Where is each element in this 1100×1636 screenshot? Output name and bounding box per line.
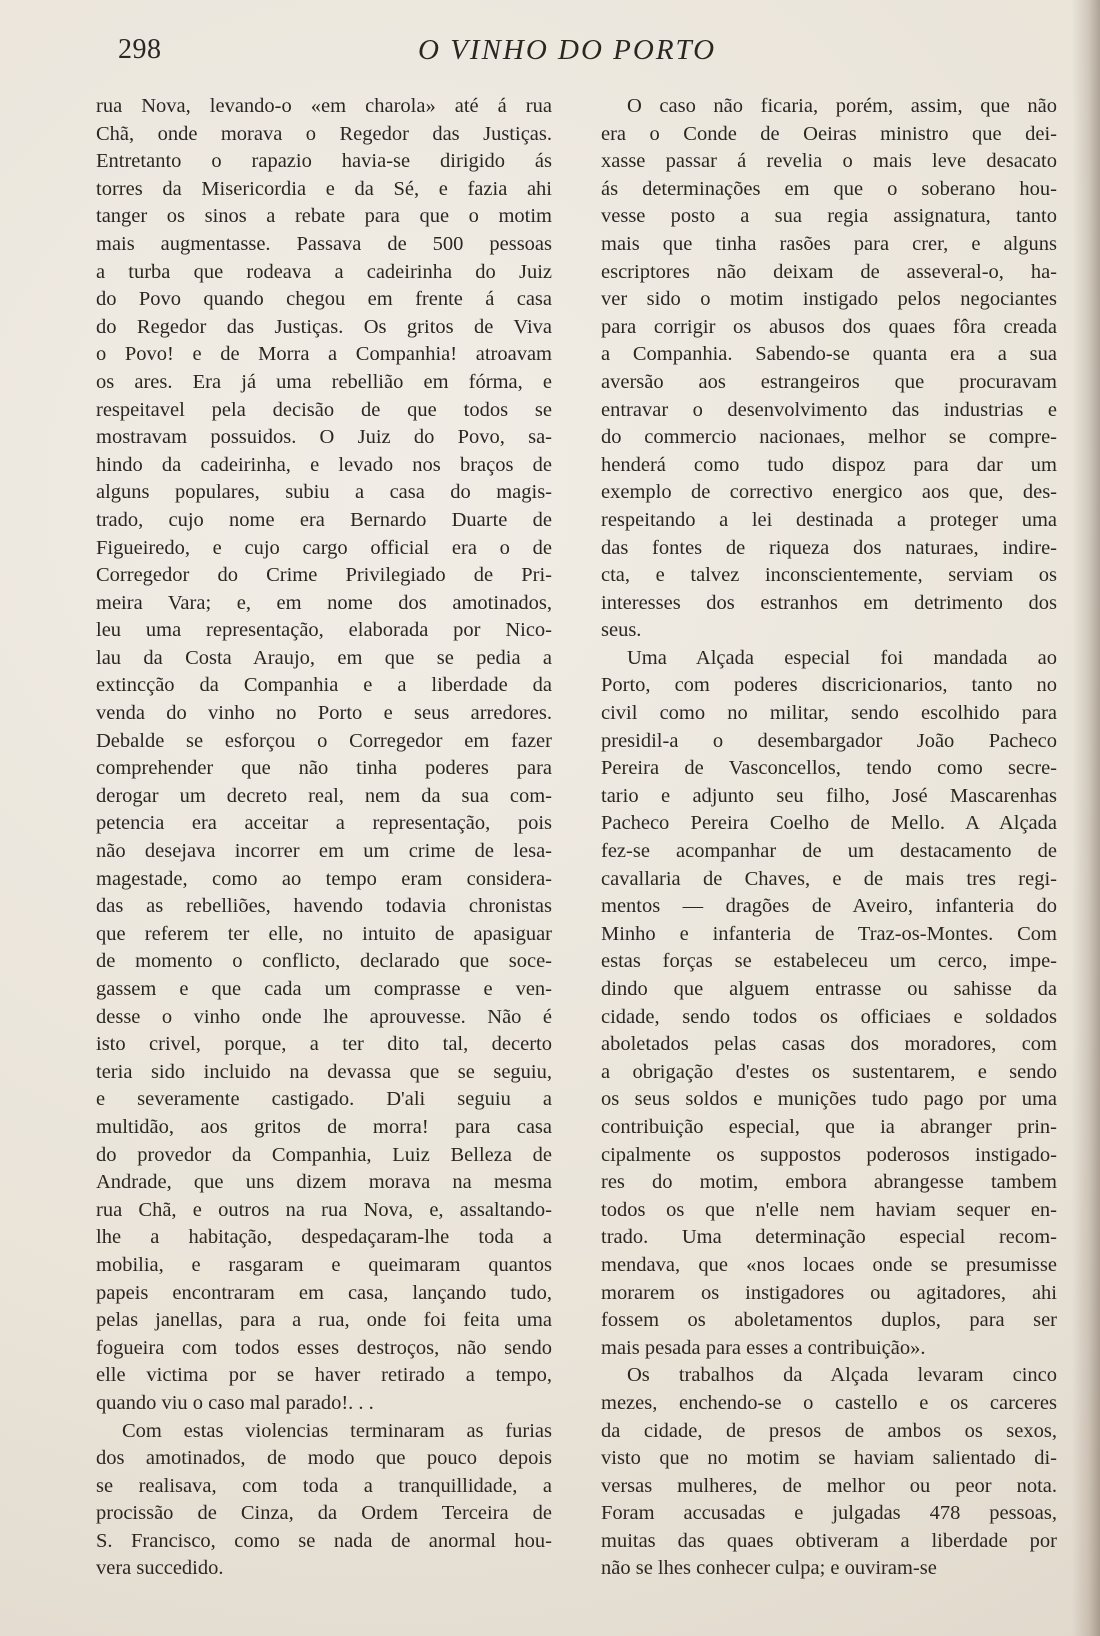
- text-line: fogueira com todos esses destroços, não sendo: [96, 1336, 552, 1359]
- text-line: era o Conde de Oeiras ministro que dei-: [601, 122, 1057, 145]
- text-line: entravar o desenvolvimento das industrias e: [601, 398, 1057, 421]
- text-line: lhe a habitação, despedaçaram-lhe toda a: [96, 1226, 552, 1249]
- text-line: estas forças se estabeleceu um cerco, impe-: [601, 950, 1057, 973]
- text-line: do provedor da Companhia, Luiz Belleza de: [96, 1143, 552, 1166]
- text-line: petencia era acceitar a representação, pois: [96, 812, 552, 835]
- text-line: a Companhia. Sabendo-se quanta era a sua: [601, 343, 1057, 366]
- page-header: [0, 34, 1100, 74]
- text-line: cipalmente os suppostos poderosos instigado-: [601, 1143, 1057, 1166]
- text-line: mais augmentasse. Passava de 500 pessoas: [96, 232, 552, 255]
- text-line: isto crivel, porque, a ter dito tal, decerto: [96, 1033, 552, 1056]
- text-line: leu uma representação, elaborada por Nico-: [96, 619, 552, 642]
- text-line: procissão de Cinza, da Ordem Terceira de: [96, 1502, 552, 1525]
- text-line: respeitavel pela decisão de que todos se: [96, 398, 552, 421]
- text-line: a turba que rodeava a cadeirinha do Juiz: [96, 260, 552, 283]
- text-line: mezes, enchendo-se o castello e os carceres: [601, 1391, 1057, 1414]
- text-line: desse o vinho onde lhe aprouvesse. Não é: [96, 1005, 552, 1028]
- text-line: S. Francisco, como se nada de anormal hou-: [96, 1529, 552, 1552]
- paragraph: [601, 645, 1057, 1362]
- text-line: e severamente castigado. D'ali seguiu a: [96, 1088, 552, 1111]
- text-line: multidão, aos gritos de morra! para casa: [96, 1115, 552, 1138]
- text-line: ver sido o motim instigado pelos negociantes: [601, 288, 1057, 311]
- text-line: lau da Costa Araujo, em que se pedia a: [96, 646, 552, 669]
- text-line: tanger os sinos a rebate para que o motim: [96, 205, 552, 228]
- text-line: do commercio nacionaes, melhor se compre-: [601, 426, 1057, 449]
- text-line: derogar um decreto real, nem da sua com-: [96, 784, 552, 807]
- text-line: a obrigação d'estes os sustentarem, e sendo: [601, 1060, 1057, 1083]
- text-line: fez-se acompanhar de um destacamento de: [601, 840, 1057, 863]
- text-line: Debalde se esforçou o Corregedor em fazer: [96, 729, 552, 752]
- text-line: visto que no motim se haviam salientado di-: [601, 1447, 1057, 1470]
- text-line: trado, cujo nome era Bernardo Duarte de: [96, 508, 552, 531]
- text-line: das fontes de riqueza dos naturaes, indire-: [601, 536, 1057, 559]
- text-line: de momento o conflicto, declarado que soce-: [96, 950, 552, 973]
- text-line: magestade, como ao tempo eram considera-: [96, 867, 552, 890]
- text-line: o Povo! e de Morra a Companhia! atroavam: [96, 343, 552, 366]
- text-line: os ares. Era já uma rebellião em fórma, e: [96, 370, 552, 393]
- text-line: vera succedido.: [96, 1557, 224, 1580]
- text-line: venda do vinho no Porto e seus arredores.: [96, 702, 552, 725]
- running-title: O VINHO DO PORTO: [418, 34, 717, 66]
- text-line: do Regedor das Justiças. Os gritos de Viva: [96, 315, 552, 338]
- text-line: Minho e infanteria de Traz-os-Montes. Com: [601, 922, 1057, 945]
- text-line: para corrigir os abusos dos quaes fôra creada: [601, 315, 1057, 338]
- text-line: alguns populares, subiu a casa do magis-: [96, 481, 552, 504]
- text-line: mais que tinha rasões para crer, e alguns: [601, 232, 1057, 255]
- text-line: escriptores não deixam de asseveral-o, ha-: [601, 260, 1057, 283]
- text-line: versas mulheres, de melhor ou peor nota.: [601, 1474, 1057, 1497]
- text-line: mobilia, e rasgaram e queimaram quantos: [96, 1253, 552, 1276]
- text-line: Com estas violencias terminaram as furias: [122, 1419, 552, 1442]
- text-line: dos amotinados, de modo que pouco depois: [96, 1447, 552, 1470]
- text-line: rua Chã, e outros na rua Nova, e, assaltando-: [96, 1198, 552, 1221]
- text-line: do Povo quando chegou em frente á casa: [96, 288, 552, 311]
- text-line: mentos — dragões de Aveiro, infanteria do: [601, 895, 1057, 918]
- text-column-right: [601, 93, 1057, 1583]
- text-line: não se lhes conhecer culpa; e ouviram-se: [601, 1557, 937, 1580]
- text-line: Andrade, que uns dizem morava na mesma: [96, 1171, 552, 1194]
- text-line: Foram accusadas e julgadas 478 pessoas,: [601, 1502, 1057, 1525]
- text-line: morarem os instigadores ou agitadores, ahi: [601, 1281, 1057, 1304]
- text-line: fossem os aboletamentos duplos, para ser: [601, 1309, 1057, 1332]
- text-line: tario e adjunto seu filho, José Mascarenhas: [601, 784, 1057, 807]
- text-line: Pacheco Pereira Coelho de Mello. A Alçada: [601, 812, 1057, 835]
- text-line: os seus soldos e munições tudo pago por uma: [601, 1088, 1057, 1111]
- text-line: que referem ter elle, no intuito de apasiguar: [96, 922, 552, 945]
- text-line: Os trabalhos da Alçada levaram cinco: [627, 1364, 1057, 1387]
- text-line: Entretanto o rapazio havia-se dirigido ás: [96, 150, 552, 173]
- text-line: não desejava incorrer em um crime de lesa-: [96, 840, 552, 863]
- text-line: presidil-a o desembargador João Pacheco: [601, 729, 1057, 752]
- text-line: extincção da Companhia e a liberdade da: [96, 674, 552, 697]
- text-line: Chã, onde morava o Regedor das Justiças.: [96, 122, 552, 145]
- text-line: meira Vara; e, em nome dos amotinados,: [96, 591, 552, 614]
- text-line: cavallaria de Chaves, e de mais tres regi-: [601, 867, 1057, 890]
- text-line: se realisava, com toda a tranquillidade, a: [96, 1474, 552, 1497]
- text-line: rua Nova, levando-o «em charola» até á rua: [96, 95, 552, 117]
- text-column-left: [96, 93, 552, 1583]
- text-line: gassem e que cada um comprasse e ven-: [96, 978, 552, 1000]
- text-line: da cidade, de presos de ambos os sexos,: [601, 1419, 1057, 1442]
- text-line: hindo da cadeirinha, e levado nos braços de: [96, 453, 552, 476]
- text-line: civil como no militar, sendo escolhido para: [601, 702, 1057, 725]
- text-line: todos os que n'elle nem haviam sequer en-: [601, 1198, 1057, 1221]
- paragraph: [601, 1362, 1057, 1583]
- text-line: interesses dos estranhos em detrimento dos: [601, 591, 1057, 614]
- text-line: O caso não ficaria, porém, assim, que não: [627, 95, 1057, 117]
- text-line: mais pesada para esses a contribuição».: [601, 1336, 926, 1359]
- scan-shadow-edge: [1072, 0, 1100, 1636]
- text-line: respeitando a lei destinada a proteger uma: [601, 508, 1057, 531]
- text-line: Pereira de Vasconcellos, tendo como secre-: [601, 757, 1057, 780]
- text-line: papeis encontraram em casa, lançando tudo,: [96, 1281, 552, 1304]
- paragraph: [96, 93, 552, 1418]
- text-line: Figueiredo, e cujo cargo official era o de: [96, 536, 552, 559]
- text-line: Porto, com poderes discricionarios, tanto no: [601, 674, 1057, 697]
- paragraph: [96, 1418, 552, 1584]
- text-line: res do motim, embora abrangesse tambem: [601, 1171, 1057, 1194]
- text-line: Uma Alçada especial foi mandada ao: [627, 646, 1057, 669]
- text-line: pelas janellas, para a rua, onde foi feita uma: [96, 1309, 552, 1332]
- text-line: mendava, que «nos locaes onde se presumisse: [601, 1253, 1057, 1276]
- text-line: teria sido incluido na devassa que se seguiu,: [96, 1060, 552, 1083]
- text-line: seus.: [601, 619, 642, 642]
- text-line: das as rebelliões, havendo todavia chronistas: [96, 895, 552, 918]
- text-line: dindo que alguem entrasse ou sahisse da: [601, 978, 1057, 1000]
- text-line: vesse posto a sua regia assignatura, tanto: [601, 205, 1057, 228]
- text-line: aboletados pelas casas dos moradores, com: [601, 1033, 1057, 1056]
- text-line: trado. Uma determinação especial recom-: [601, 1226, 1057, 1249]
- text-line: mostravam possuidos. O Juiz do Povo, sa-: [96, 426, 552, 449]
- text-line: aversão aos estrangeiros que procuravam: [601, 370, 1057, 393]
- text-line: exemplo de correctivo energico aos que, des-: [601, 481, 1057, 504]
- paragraph: [601, 93, 1057, 645]
- text-line: cidade, sendo todos os officiaes e soldados: [601, 1005, 1057, 1028]
- text-line: comprehender que não tinha poderes para: [96, 757, 552, 780]
- text-line: torres da Misericordia e da Sé, e fazia ahi: [96, 177, 552, 200]
- text-line: contribuição especial, que ia abranger prin-: [601, 1115, 1057, 1138]
- text-line: cta, e talvez inconscientemente, serviam os: [601, 564, 1057, 587]
- text-line: ás determinações em que o soberano hou-: [601, 177, 1057, 200]
- text-line: Corregedor do Crime Privilegiado de Pri-: [96, 564, 552, 587]
- text-line: muitas das quaes obtiveram a liberdade por: [601, 1529, 1057, 1552]
- text-line: elle victima por se haver retirado a tempo,: [96, 1364, 552, 1387]
- text-line: xasse passar á revelia o mais leve desacato: [601, 150, 1057, 173]
- text-line: quando viu o caso mal parado!. . .: [96, 1391, 374, 1414]
- page-number: 298: [118, 34, 162, 65]
- text-line: henderá como tudo dispoz para dar um: [601, 453, 1057, 476]
